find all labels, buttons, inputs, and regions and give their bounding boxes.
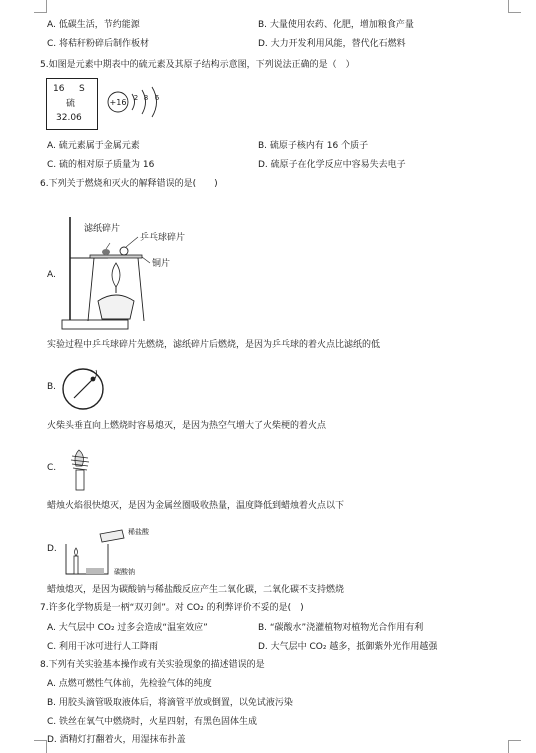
sulfur-element-cell (46, 78, 98, 130)
q6-option-b-letter: B. (47, 382, 57, 392)
q6-option-c-text: 蜡烛火焰很快熄灭，是因为金属丝圈吸收热量，温度降低到蜡烛着火点以下 (47, 501, 345, 511)
crop-mark-bottom-left (34, 740, 47, 753)
candle-body (76, 470, 84, 490)
label-paper-fragment: 滤纸碎片 (84, 224, 121, 234)
q4-option-d: D. 大力开发利用风能，替代化石燃料 (258, 39, 406, 49)
tripod-leg-left (88, 258, 94, 321)
q7-stem: 7.许多化学物质是一柄“双刃剑”。对 CO₂ 的利弊评价不妥的是( ) (40, 603, 304, 613)
q6-option-a-letter: A. (47, 270, 56, 280)
flame (112, 263, 120, 287)
label-sodium-carbonate: 碳酸钠 (114, 568, 135, 576)
q6-stem: 6.下列关于燃烧和灭火的解释错误的是( ) (40, 179, 218, 189)
pingpong-fragment (120, 247, 128, 255)
q8-option-b: B. 用胶头滴管吸取液体后，将滴管平放或倒置，以免试液污染 (47, 698, 293, 708)
element-symbol: S (79, 84, 85, 94)
crop-mark-bottom-right (508, 740, 521, 753)
q5-option-c: C. 硫的相对原子质量为 16 (47, 160, 155, 170)
q5-stem: 5.如图是元素中期表中的硫元素及其原子结构示意图，下列说法正确的是（ ） (40, 60, 355, 70)
sulfur-atom-structure-diagram (104, 82, 174, 122)
label-leader-2 (126, 237, 138, 247)
candle-co2-beaker-figure (60, 524, 170, 578)
shell-3-electrons: 6 (154, 94, 160, 102)
nucleus-charge: +16 (109, 98, 127, 107)
tripod-leg-right (138, 258, 144, 321)
electron-shell-arc-3 (152, 87, 157, 117)
candle-in-beaker (74, 556, 78, 574)
q8-option-c: C. 铁丝在氧气中燃烧时，火星四射，有黑色固体生成 (47, 717, 258, 727)
q7-option-d: D. 大气层中 CO₂ 越多，抵御紫外光作用越强 (258, 642, 438, 652)
q7-option-a: A. 大气层中 CO₂ 过多会造成“温室效应” (47, 623, 208, 633)
q8-option-d: D. 酒精灯打翻着火，用湿抹布扑盖 (47, 735, 186, 745)
q5-option-b: B. 硫原子核内有 16 个质子 (258, 141, 369, 151)
shell-2-electrons: 8 (143, 94, 149, 102)
alcohol-lamp (98, 295, 134, 319)
atomic-number: 16 (53, 84, 65, 94)
crop-mark-top-right (508, 0, 521, 13)
q6-option-c-letter: C. (47, 463, 57, 473)
candle-wire-coil-figure (62, 446, 98, 492)
tilted-test-tube (100, 530, 124, 542)
q4-option-c: C. 将秸秆粉碎后制作板材 (47, 39, 150, 49)
q5-option-d: D. 硫原子在化学反应中容易失去电子 (258, 160, 406, 170)
q6-option-d-letter: D. (47, 544, 57, 554)
candle-in-beaker-flame (75, 548, 78, 556)
atomic-mass: 32.06 (56, 113, 82, 123)
q4-option-b: B. 大量使用农药、化肥，增加粮食产量 (258, 20, 414, 30)
match-burning-figure (60, 366, 106, 412)
combustion-experiment-figure (58, 213, 208, 333)
label-copper-plate: 铜片 (152, 259, 171, 269)
q7-option-c: C. 利用干冰可进行人工降雨 (47, 642, 159, 652)
q5-option-a: A. 硫元素属于金属元素 (47, 141, 140, 151)
q6-option-d-text: 蜡烛熄灭，是因为碳酸钠与稀盐酸反应产生二氧化碳，二氧化碳不支持燃烧 (47, 585, 345, 595)
element-name: 硫 (66, 99, 76, 109)
sodium-carbonate-powder (86, 568, 104, 574)
label-leader-3 (142, 257, 150, 263)
q8-stem: 8.下列有关实验基本操作或有关实验现象的描述错误的是 (40, 660, 265, 670)
candle-flame (75, 450, 83, 466)
shell-1-electrons: 2 (133, 94, 139, 102)
copper-plate (90, 255, 142, 258)
paper-fragment (102, 249, 110, 255)
label-hydrochloric-acid: 稀盐酸 (128, 528, 149, 536)
crop-mark-top-left (34, 0, 47, 13)
q6-option-b-text: 火柴头垂直向上燃烧时容易熄灭，是因为热空气增大了火柴梗的着火点 (47, 421, 327, 431)
q4-option-a: A. 低碳生活，节约能源 (47, 20, 140, 30)
label-leader-1 (106, 243, 110, 249)
q6-option-a-text: 实验过程中乒乓球碎片先燃烧，滤纸碎片后燃烧，是因为乒乓球的着火点比滤纸的低 (47, 340, 381, 350)
label-pingpong-fragment: 乒乓球碎片 (140, 233, 186, 243)
stand-base (62, 320, 128, 329)
q8-option-a: A. 点燃可燃性气体前，先检验气体的纯度 (47, 679, 212, 689)
matchstick (74, 380, 92, 398)
q7-option-b: B. “碳酸水”浇灌植物对植物光合作用有利 (258, 623, 424, 633)
